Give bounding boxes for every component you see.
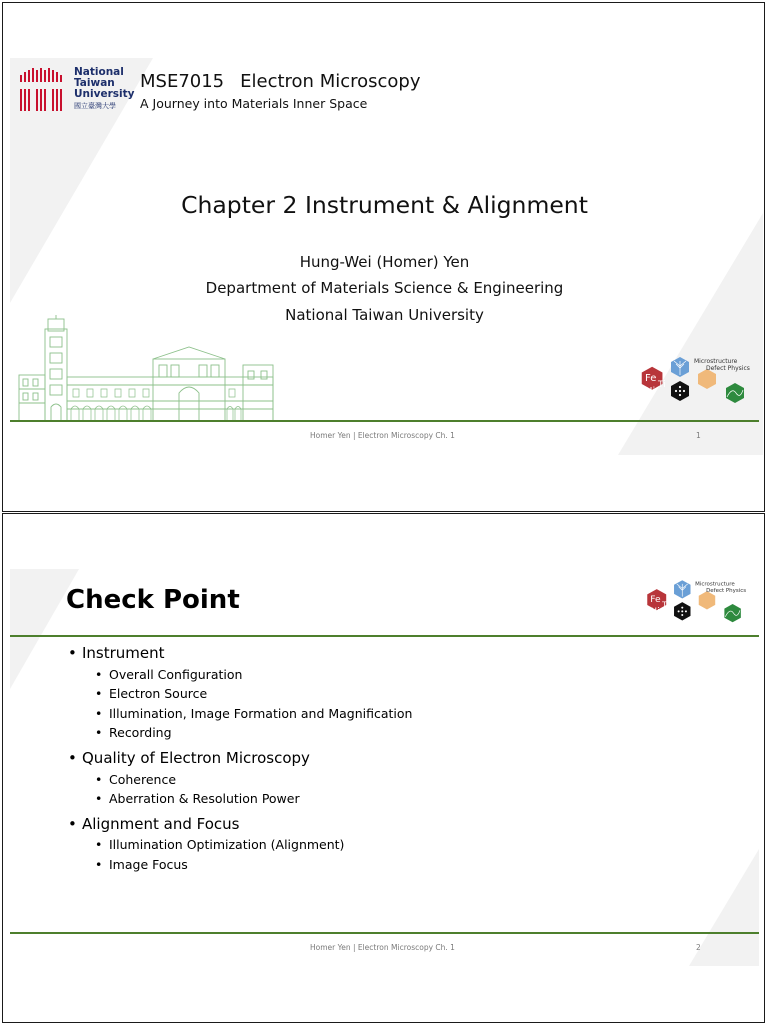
bullet-text: Quality of Electron Microscopy bbox=[82, 749, 310, 767]
sub-bullet-item: • Image Focus bbox=[95, 857, 188, 872]
logo-line-3: University bbox=[74, 88, 135, 100]
footer-text: Homer Yen | Electron Microscopy Ch. 1 bbox=[310, 431, 455, 440]
slide-2 bbox=[2, 513, 765, 1023]
sub-bullet-item: • Illumination Optimization (Alignment) bbox=[95, 837, 345, 852]
course-name: Electron Microscopy bbox=[240, 71, 421, 92]
research-group-logo bbox=[642, 576, 750, 632]
sub-bullet-item: • Recording bbox=[95, 725, 172, 740]
university-name: National Taiwan University bbox=[285, 306, 484, 324]
footer-rule bbox=[10, 420, 759, 422]
logo-line-2: Taiwan bbox=[74, 77, 115, 89]
sub-bullet-text: Image Focus bbox=[109, 857, 188, 872]
course-title bbox=[140, 71, 421, 92]
bullet-item: • Quality of Electron Microscopy bbox=[68, 749, 310, 767]
sub-bullet-item: • Illumination, Image Formation and Magnification bbox=[95, 706, 413, 721]
sub-bullet-text: Aberration & Resolution Power bbox=[109, 791, 300, 806]
group-logo-line-2: Defect Physics bbox=[706, 365, 750, 372]
sub-bullet-text: Illumination, Image Formation and Magnification bbox=[109, 706, 413, 721]
footer-text: Homer Yen | Electron Microscopy Ch. 1 bbox=[310, 943, 455, 952]
logo-element-ni: Ni bbox=[650, 607, 660, 618]
logo-element-fe: Fe bbox=[650, 595, 661, 606]
department-name: Department of Materials Science & Engineering bbox=[205, 279, 564, 297]
logo-element-ti: Ti bbox=[662, 599, 670, 610]
footer-rule bbox=[10, 932, 759, 934]
university-logo-name bbox=[74, 67, 134, 100]
sub-bullet-item: • Aberration & Resolution Power bbox=[95, 791, 300, 806]
sub-bullet-text: Coherence bbox=[109, 772, 177, 787]
university-logo bbox=[19, 66, 135, 115]
course-code: MSE7015 bbox=[140, 71, 225, 92]
slide-title: Check Point bbox=[66, 585, 240, 615]
sub-bullet-text: Electron Source bbox=[109, 686, 208, 701]
university-logo-chinese: 國立臺灣大學 bbox=[74, 102, 116, 110]
bullet-text: Instrument bbox=[82, 644, 165, 662]
page-number: 2 bbox=[696, 943, 701, 952]
sub-bullet-text: Recording bbox=[109, 725, 172, 740]
author-name: Hung-Wei (Homer) Yen bbox=[299, 253, 470, 271]
logo-element-ti: Ti bbox=[658, 380, 666, 390]
sub-bullet-item: • Overall Configuration bbox=[95, 667, 243, 682]
sub-bullet-item: • Electron Source bbox=[95, 686, 208, 701]
course-subtitle: A Journey into Materials Inner Space bbox=[140, 96, 368, 111]
university-logo-mark bbox=[19, 67, 69, 111]
group-logo-line-1: Microstructure bbox=[695, 581, 735, 588]
logo-element-ni: Ni bbox=[645, 386, 656, 397]
research-group-logo bbox=[636, 353, 754, 413]
campus-building-illustration bbox=[13, 315, 283, 423]
sub-bullet-text: Overall Configuration bbox=[109, 667, 243, 682]
sub-bullet-item: • Coherence bbox=[95, 772, 177, 787]
slide-1 bbox=[2, 2, 765, 512]
bullet-item: • Alignment and Focus bbox=[68, 815, 240, 833]
logo-element-fe: Fe bbox=[645, 373, 657, 384]
bullet-text: Alignment and Focus bbox=[82, 815, 240, 833]
page-number: 1 bbox=[696, 431, 701, 440]
group-logo-line-1: Microstructure bbox=[694, 358, 738, 365]
sub-bullet-text: Illumination Optimization (Alignment) bbox=[109, 837, 345, 852]
slide-title: Chapter 2 Instrument & Alignment bbox=[181, 191, 588, 219]
logo-line-1: National bbox=[74, 66, 124, 78]
group-logo-line-2: Defect Physics bbox=[706, 588, 747, 595]
title-rule bbox=[10, 635, 759, 637]
bullet-item: • Instrument bbox=[68, 644, 165, 662]
